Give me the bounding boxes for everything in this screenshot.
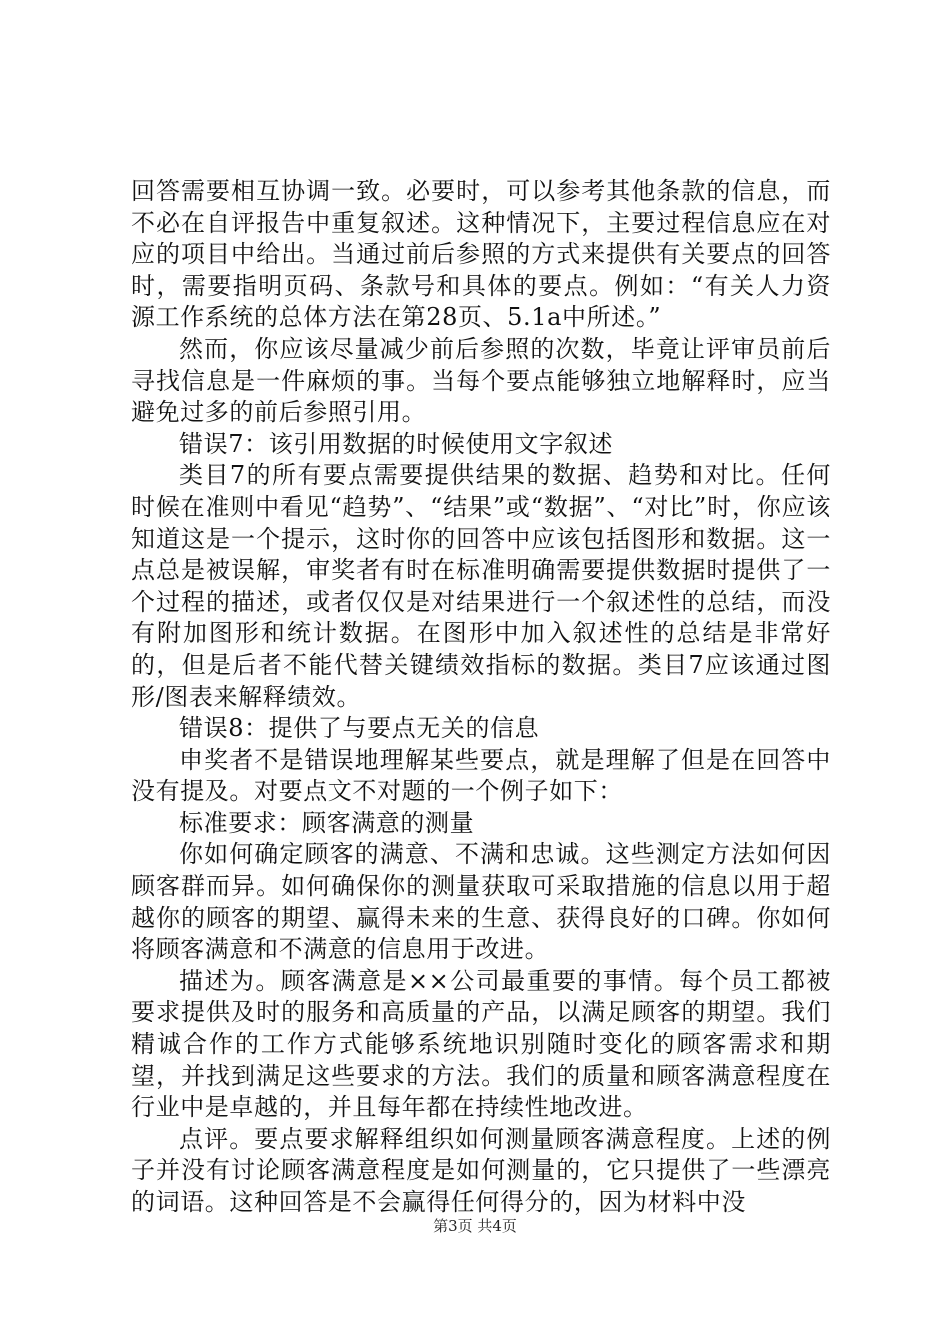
paragraph-customer-measurement: 你如何确定顾客的满意、不满和忠诚。这些测定方法如何因顾客群而异。如何确保你的测量获取可采取措施的信息以用于超越你的顾客的期望、赢得未来的生意、获得良好的口碑。你如何将顾客满意和不满意的信息用于改进。: [131, 840, 831, 964]
paragraph-comment: 点评。要点要求解释组织如何测量顾客满意程度。上述的例子并没有讨论顾客满意程度是如何测量的，它只提供了一些漂亮的词语。这种回答是不会赢得任何得分的，因为材料中没: [131, 1124, 831, 1216]
heading-standard-requirement: 标准要求：顾客满意的测量: [179, 808, 475, 837]
paragraph-continuation: 回答需要相互协调一致。必要时，可以参考其他条款的信息，而不必在自评报告中重复叙述。这种情况下，主要过程信息应在对应的项目中给出。当通过前后参照的方式来提供有关要点的回答时，需要指明页码、条款号和具体的要点。例如：“有关人力资源工作系统的总体方法在第28页、5.1a中所述。”: [131, 177, 831, 332]
paragraph-description: 描述为。顾客满意是××公司最重要的事情。每个员工都被要求提供及时的服务和高质量的产品，以满足顾客的期望。我们精诚合作的工作方式能够系统地识别随时变化的顾客需求和期望，并找到满足这些要求的方法。我们的质量和顾客满意程度在行业中是卓越的，并且每年都在持续性地改进。: [131, 966, 831, 1122]
heading-error-7: 错误7：该引用数据的时候使用文字叙述: [179, 429, 614, 458]
body-text: [131, 176, 831, 1219]
paragraph-applicant: 申奖者不是错误地理解某些要点，就是理解了但是在回答中没有提及。对要点文不对题的一个例子如下：: [131, 745, 831, 806]
heading-error-8: 错误8：提供了与要点无关的信息: [179, 714, 540, 743]
paragraph-cross-reference: 然而，你应该尽量减少前后参照的次数，毕竟让评审员前后寻找信息是一件麻烦的事。当每个要点能够独立地解释时，应当避免过多的前后参照引用。: [131, 334, 831, 427]
page-footer: 第3页 共4页: [433, 1217, 517, 1235]
paragraph-category-7: 类目7的所有要点需要提供结果的数据、趋势和对比。任何时候在准则中看见“趋势”、“结果”或“数据”、“对比”时，你应该知道这是一个提示，这时你的回答中应该包括图形和数据。这一点总是被误解，审奖者有时在标准明确需要提供数据时提供了一个过程的描述，或者仅仅是对结果进行一个叙述性的总结，而没有附加图形和统计数据。在图形中加入叙述性的总结是非常好的，但是后者不能代替关键绩效指标的数据。类目7应该通过图形/图表来解释绩效。: [131, 461, 831, 711]
